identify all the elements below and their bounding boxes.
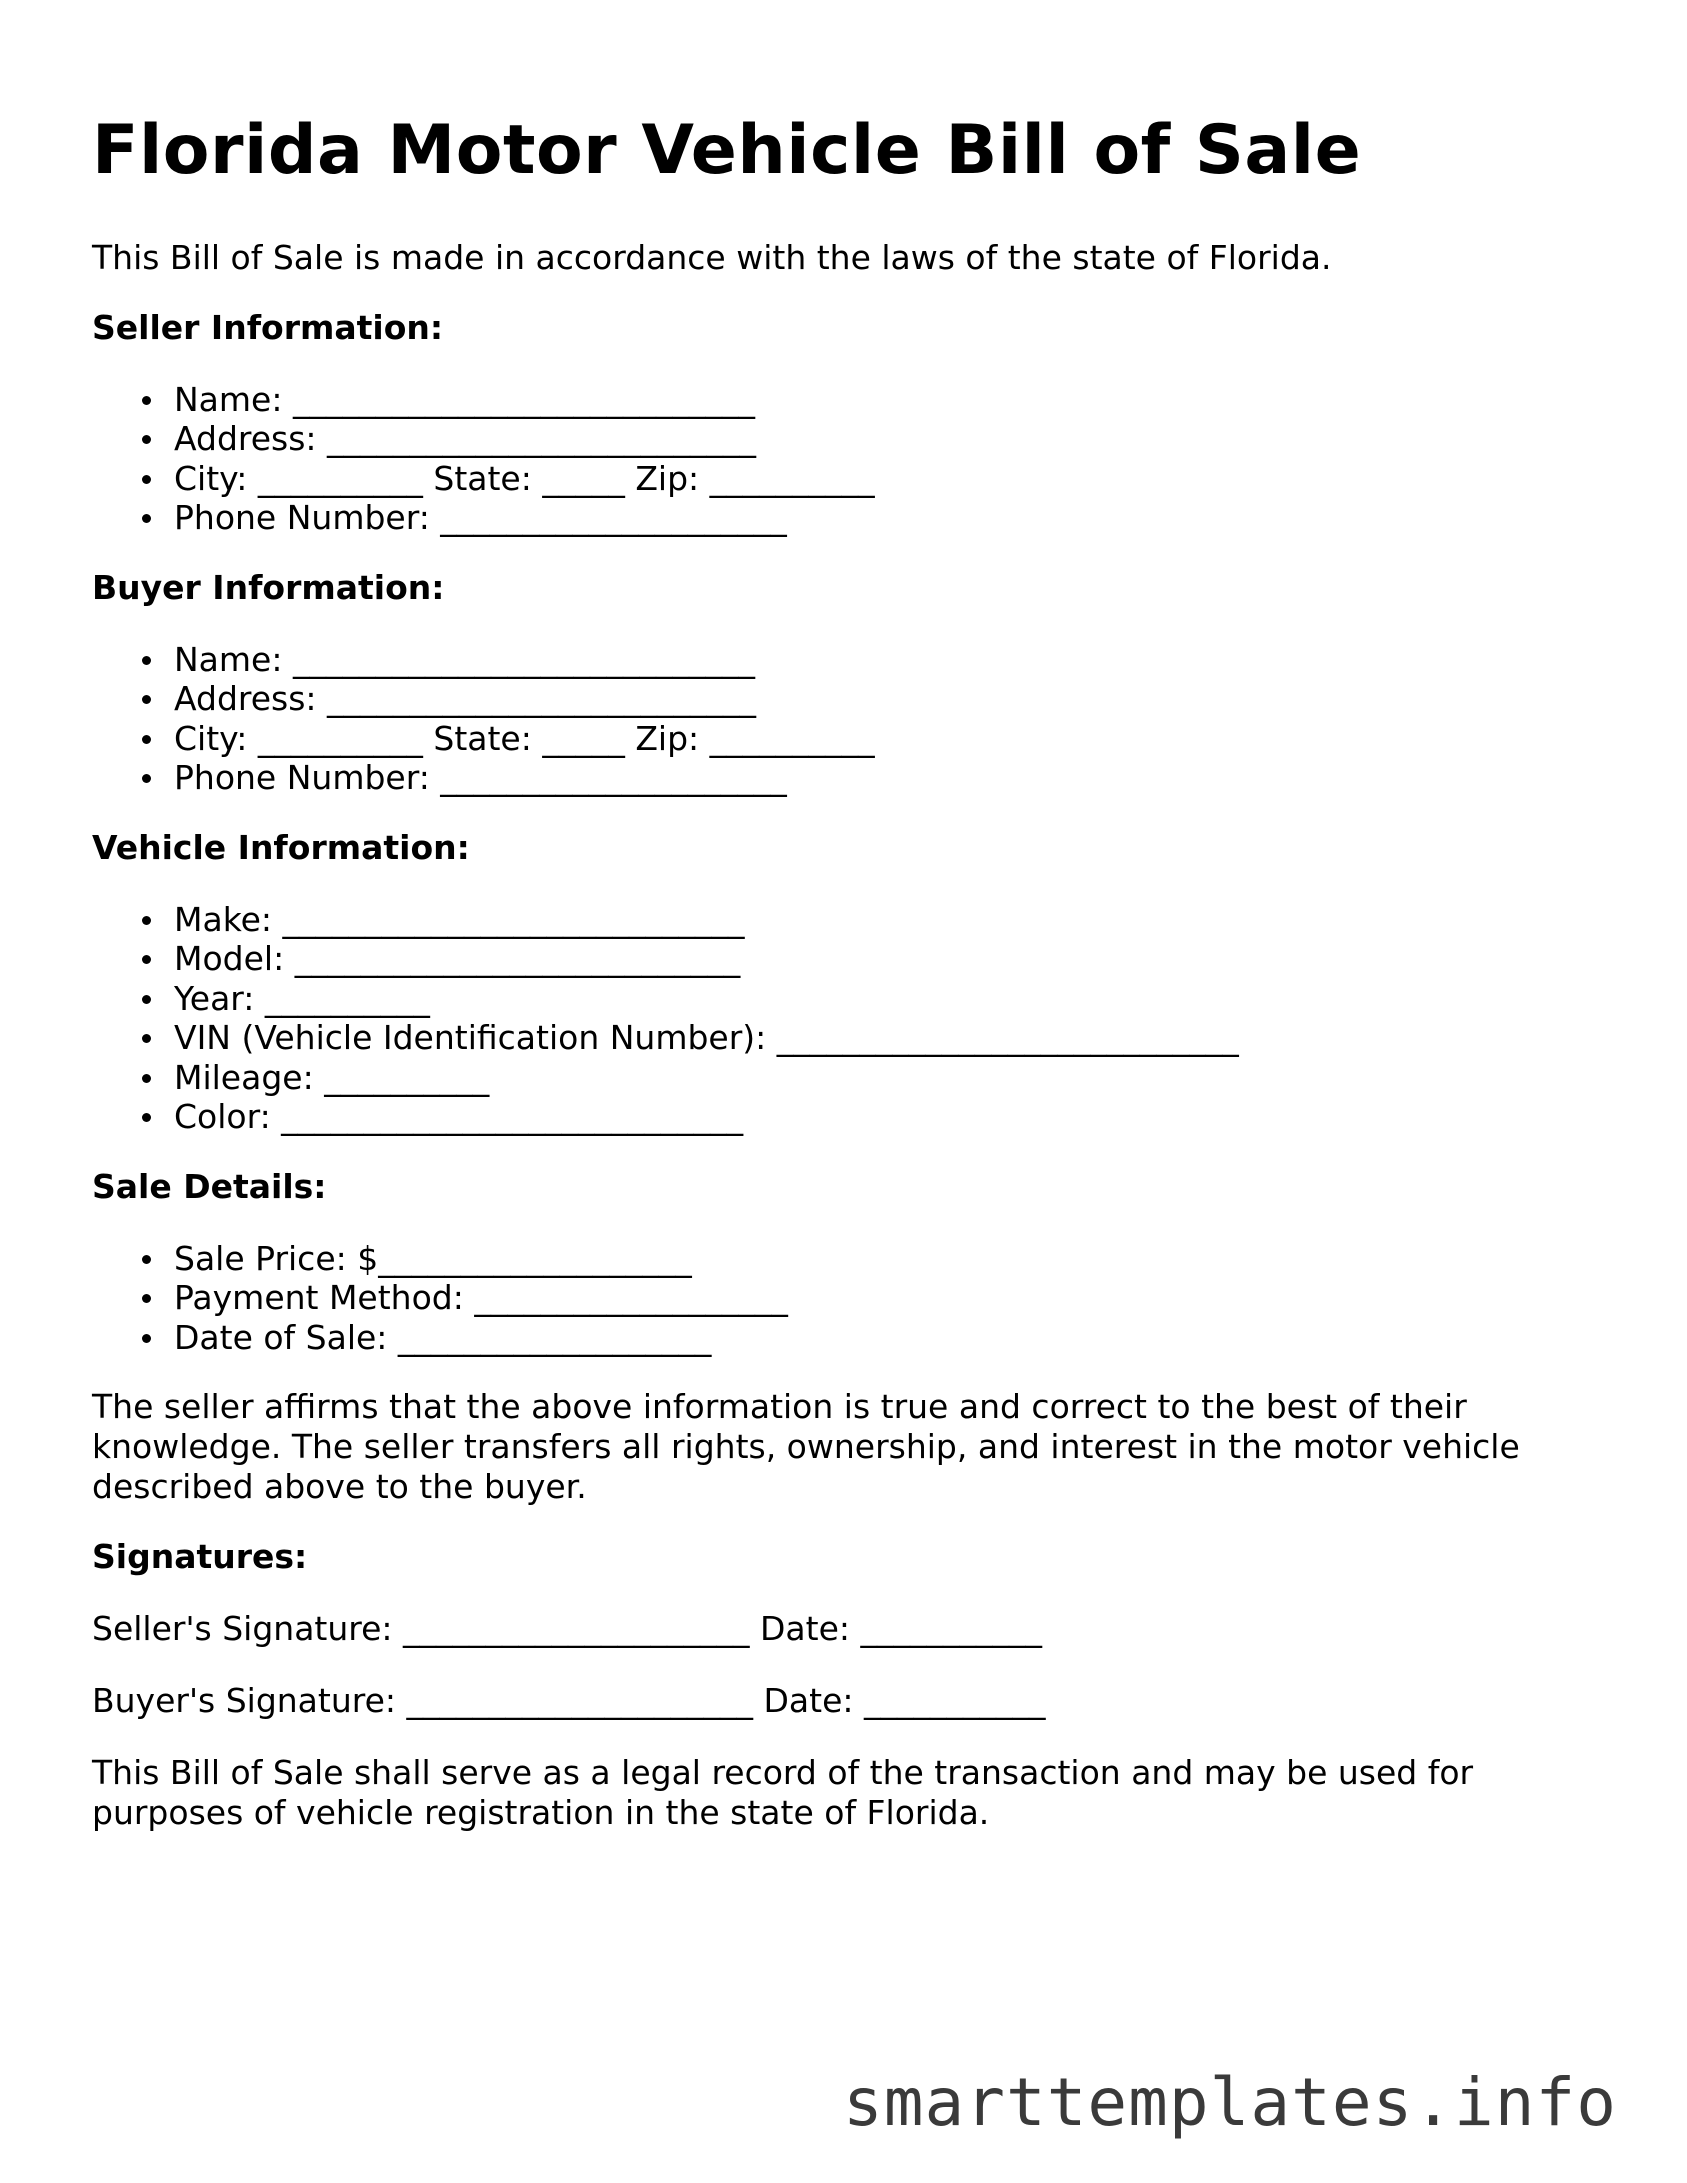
document-title: Florida Motor Vehicle Bill of Sale <box>92 111 1362 190</box>
seller-name-field: Name: ____________________________ <box>174 380 1592 420</box>
vehicle-color-field: Color: ____________________________ <box>174 1097 1592 1137</box>
vehicle-section-heading: Vehicle Information: <box>92 827 470 867</box>
seller-city-state-zip-field: City: __________ State: _____ Zip: __________ <box>174 459 1592 499</box>
vehicle-make-field: Make: ____________________________ <box>174 900 1592 940</box>
buyer-section-heading: Buyer Information: <box>92 567 445 607</box>
affirmation-paragraph: The seller affirms that the above information is true and correct to the best of their knowledge. The seller transfers all rights, ownership, and interest in the motor vehicle described above to the buyer. <box>92 1387 1520 1507</box>
buyer-signature-line: Buyer's Signature: _____________________ Date: ___________ <box>92 1681 1046 1721</box>
document-page <box>92 110 1592 1863</box>
sale-details-list <box>92 1239 1592 1358</box>
buyer-info-list <box>92 640 1592 798</box>
vehicle-mileage-field: Mileage: __________ <box>174 1058 1592 1098</box>
sale-section-heading: Sale Details: <box>92 1166 327 1206</box>
buyer-address-field: Address: __________________________ <box>174 679 1592 719</box>
vehicle-vin-field: VIN (Vehicle Identification Number): ____________________________ <box>174 1018 1592 1058</box>
vehicle-info-list <box>92 900 1592 1137</box>
sale-price-field: Sale Price: $___________________ <box>174 1239 1592 1279</box>
date-of-sale-field: Date of Sale: ___________________ <box>174 1318 1592 1358</box>
vehicle-year-field: Year: __________ <box>174 979 1592 1019</box>
watermark: smarttemplates.info <box>843 2064 1617 2141</box>
buyer-city-state-zip-field: City: __________ State: _____ Zip: __________ <box>174 719 1592 759</box>
vehicle-model-field: Model: ___________________________ <box>174 939 1592 979</box>
buyer-phone-field: Phone Number: _____________________ <box>174 758 1592 798</box>
seller-info-list <box>92 380 1592 538</box>
seller-address-field: Address: __________________________ <box>174 419 1592 459</box>
seller-section-heading: Seller Information: <box>92 307 444 347</box>
seller-signature-line: Seller's Signature: _____________________ Date: ___________ <box>92 1609 1042 1649</box>
payment-method-field: Payment Method: ___________________ <box>174 1278 1592 1318</box>
seller-phone-field: Phone Number: _____________________ <box>174 498 1592 538</box>
buyer-name-field: Name: ____________________________ <box>174 640 1592 680</box>
signatures-section-heading: Signatures: <box>92 1537 308 1577</box>
closing-paragraph: This Bill of Sale shall serve as a legal record of the transaction and may be used for purposes of vehicle registration in the state of Florida. <box>92 1753 1474 1833</box>
intro-paragraph: This Bill of Sale is made in accordance with the laws of the state of Florida. <box>92 237 1332 277</box>
